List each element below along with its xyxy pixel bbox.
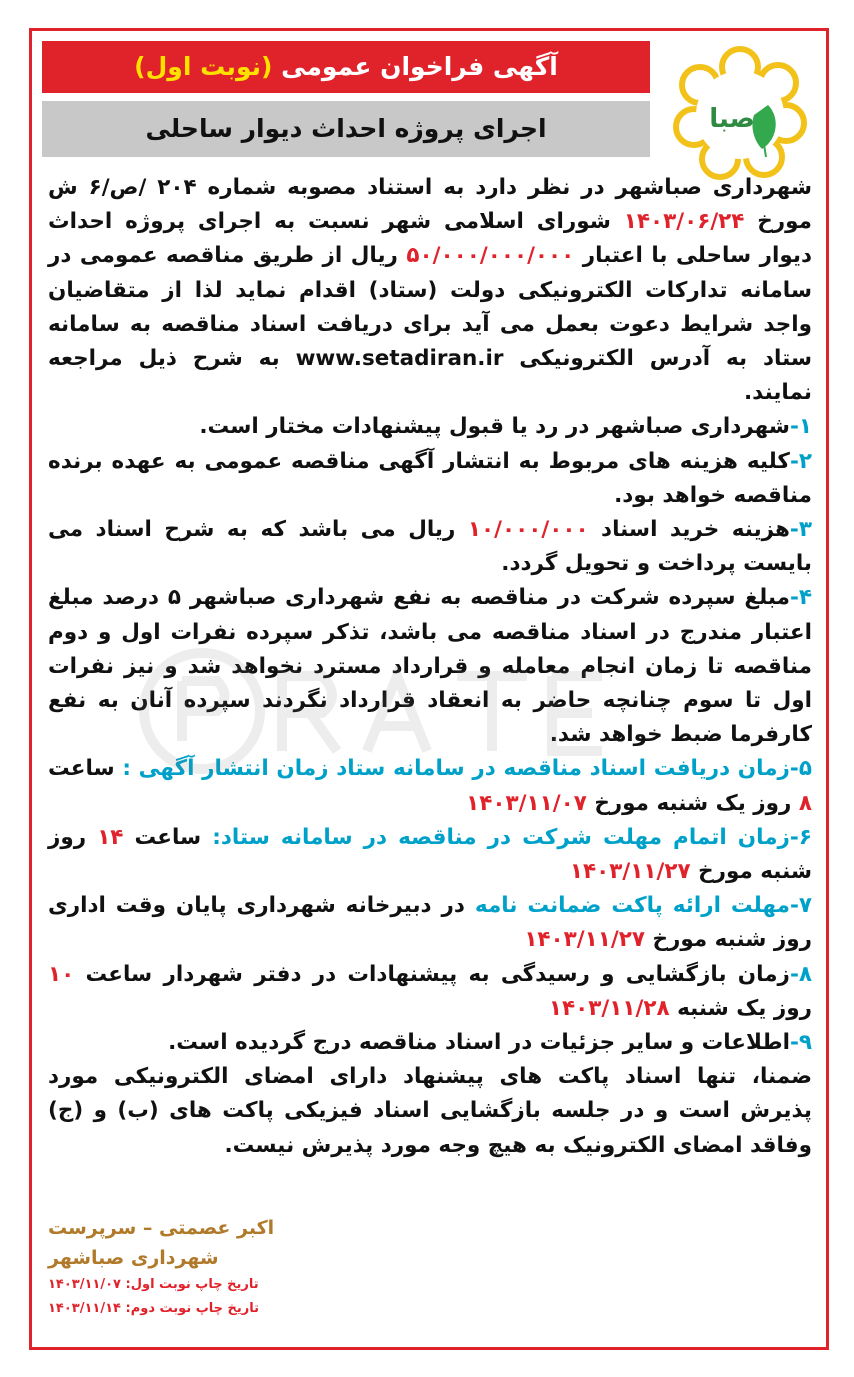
- list-item-7: [48, 889, 812, 957]
- item-text: زمان بازگشایی و رسیدگی به پیشنهادات در دفتر شهردار ساعت: [85, 961, 790, 987]
- municipality-logo-icon: [670, 41, 810, 181]
- list-item-6: [48, 821, 812, 889]
- title-main: آگهی فراخوان عمومی: [281, 52, 558, 81]
- setadiran-link[interactable]: www.setadiran.ir: [295, 346, 504, 372]
- intro-text-3: ریال از طریق مناقصه عمومی در سامانه تدارکات الکترونیکی دولت (ستاد) اقدام نماید لذا از متقاضیان واجد شرایط دعوت بعمل می آید برای دریافت اسناد مناقصه به سامانه ستاد به آدرس الکترونیکی: [48, 243, 812, 372]
- item-hour: ۱۴: [97, 824, 124, 850]
- list-item-2: [48, 445, 812, 513]
- item-text: ساعت: [134, 824, 202, 850]
- document-fee: ۱۰/۰۰۰/۰۰۰: [467, 517, 589, 543]
- item-date: ۱۴۰۳/۱۱/۰۷: [466, 790, 587, 816]
- budget-amount: ۵۰/۰۰۰/۰۰۰/۰۰۰: [406, 243, 575, 269]
- print-date-value: ۱۴۰۳/۱۱/۰۷: [48, 1277, 121, 1292]
- item-text: روز شنبه مورخ: [48, 824, 812, 885]
- print-date-label: تاریخ چاپ نوبت دوم:: [125, 1301, 260, 1316]
- resolution-date: ۱۴۰۳/۰۶/۲۴: [623, 209, 745, 235]
- item-number: ۲-: [789, 448, 812, 474]
- list-item-5: [48, 752, 812, 820]
- item-text: ساعت: [48, 756, 115, 782]
- announcement-body: [48, 171, 812, 1163]
- project-subtitle: اجرای پروژه احداث دیوار ساحلی: [42, 101, 650, 157]
- logo-text: صبا: [709, 104, 755, 134]
- item-text: کلیه هزینه های مربوط به انتشار آگهی مناقصه عمومی به عهده برنده مناقصه خواهد بود.: [48, 448, 812, 508]
- list-item-4: [48, 581, 812, 752]
- list-item-3: [48, 513, 812, 581]
- item-hour: ۸: [798, 790, 812, 816]
- item-number: ۸-: [789, 961, 812, 987]
- title-round: (نوبت اول): [134, 52, 273, 81]
- print-date-value: ۱۴۰۳/۱۱/۱۴: [48, 1301, 121, 1316]
- item-text: ریال می باشد که به شرح اسناد می بایست پرداخت و تحویل گردد.: [48, 517, 812, 577]
- item-number: ۶-: [789, 824, 812, 850]
- print-date-second: [48, 1297, 368, 1321]
- intro-text-2: شورای اسلامی شهر نسبت به اجرای پروژه احداث دیوار ساحلی با اعتبار: [48, 209, 812, 269]
- item-text: در دبیرخانه شهرداری پایان وقت اداری روز شنبه مورخ: [48, 893, 812, 953]
- item-date: ۱۴۰۳/۱۱/۲۸: [548, 995, 670, 1021]
- intro-text-4: به شرح ذیل مراجعه نمایند.: [48, 346, 812, 406]
- item-text: روز یک شنبه: [677, 995, 812, 1021]
- closing-note: ضمنا، تنها اسناد پاکت های پیشنهاد دارای امضای الکترونیکی مورد پذیرش است و در جلسه بازگشایی اسناد فیزیکی پاکت های (ب) و (ج) وفاقد امضای الکترونیک به هیچ وجه مورد پذیرش نیست.: [48, 1064, 812, 1158]
- print-date-first: [48, 1273, 368, 1297]
- announcement-title: [42, 41, 650, 93]
- item-number: ۷-: [789, 893, 812, 919]
- item-number: ۱-: [789, 414, 812, 440]
- list-item-1: [48, 410, 812, 444]
- item-number: ۳-: [789, 517, 812, 543]
- item-text: شهرداری صباشهر در رد یا قبول پیشنهادات مختار است.: [199, 414, 790, 440]
- signature-block: [48, 1213, 368, 1321]
- announcement-frame: [29, 28, 829, 1350]
- item-date: ۱۴۰۳/۱۱/۲۷: [569, 859, 691, 885]
- signatory-name: اکبر عصمتی – سرپرست شهرداری صباشهر: [48, 1217, 275, 1269]
- item-label: زمان دریافت اسناد مناقصه در سامانه ستاد زمان انتشار آگهی :: [122, 756, 790, 782]
- item-date: ۱۴۰۳/۱۱/۲۷: [524, 927, 645, 953]
- list-item-9: [48, 1026, 812, 1060]
- item-number: ۴-: [789, 585, 813, 611]
- list-item-8: [48, 958, 812, 1026]
- item-text: روز یک شنبه مورخ: [594, 790, 792, 816]
- intro-paragraph: [48, 171, 812, 410]
- intro-text-1: شهرداری صباشهر در نظر دارد به استناد مصوبه شماره ۲۰۴ /ص/۶ ش مورخ: [48, 175, 812, 235]
- item-text: مبلغ سپرده شرکت در مناقصه به نفع شهرداری صباشهر ۵ درصد مبلغ اعتبار مندرج در اسناد مناقصه می باشد، تذکر سپرده نفرات اول و دوم مناقصه تا زمان انجام معامله و قرارداد مسترد نخواهد شد و نیز نفرات اول تا سوم چنانچه حاضر به انعقاد قرارداد نگردند سپرده آنان به نفع کارفرما ضبط خواهد شد.: [48, 585, 812, 748]
- item-number: ۵-: [789, 756, 812, 782]
- item-label: زمان اتمام مهلت شرکت در مناقصه در سامانه ستاد:: [212, 824, 790, 850]
- item-text: اطلاعات و سایر جزئیات در اسناد مناقصه درج گردیده است.: [168, 1030, 790, 1056]
- item-text: هزینه خرید اسناد: [601, 517, 790, 543]
- item-number: ۹-: [789, 1030, 812, 1056]
- print-date-label: تاریخ چاپ نوبت اول:: [125, 1277, 259, 1292]
- item-hour: ۱۰: [48, 961, 75, 987]
- item-label: مهلت ارائه پاکت ضمانت نامه: [474, 893, 790, 919]
